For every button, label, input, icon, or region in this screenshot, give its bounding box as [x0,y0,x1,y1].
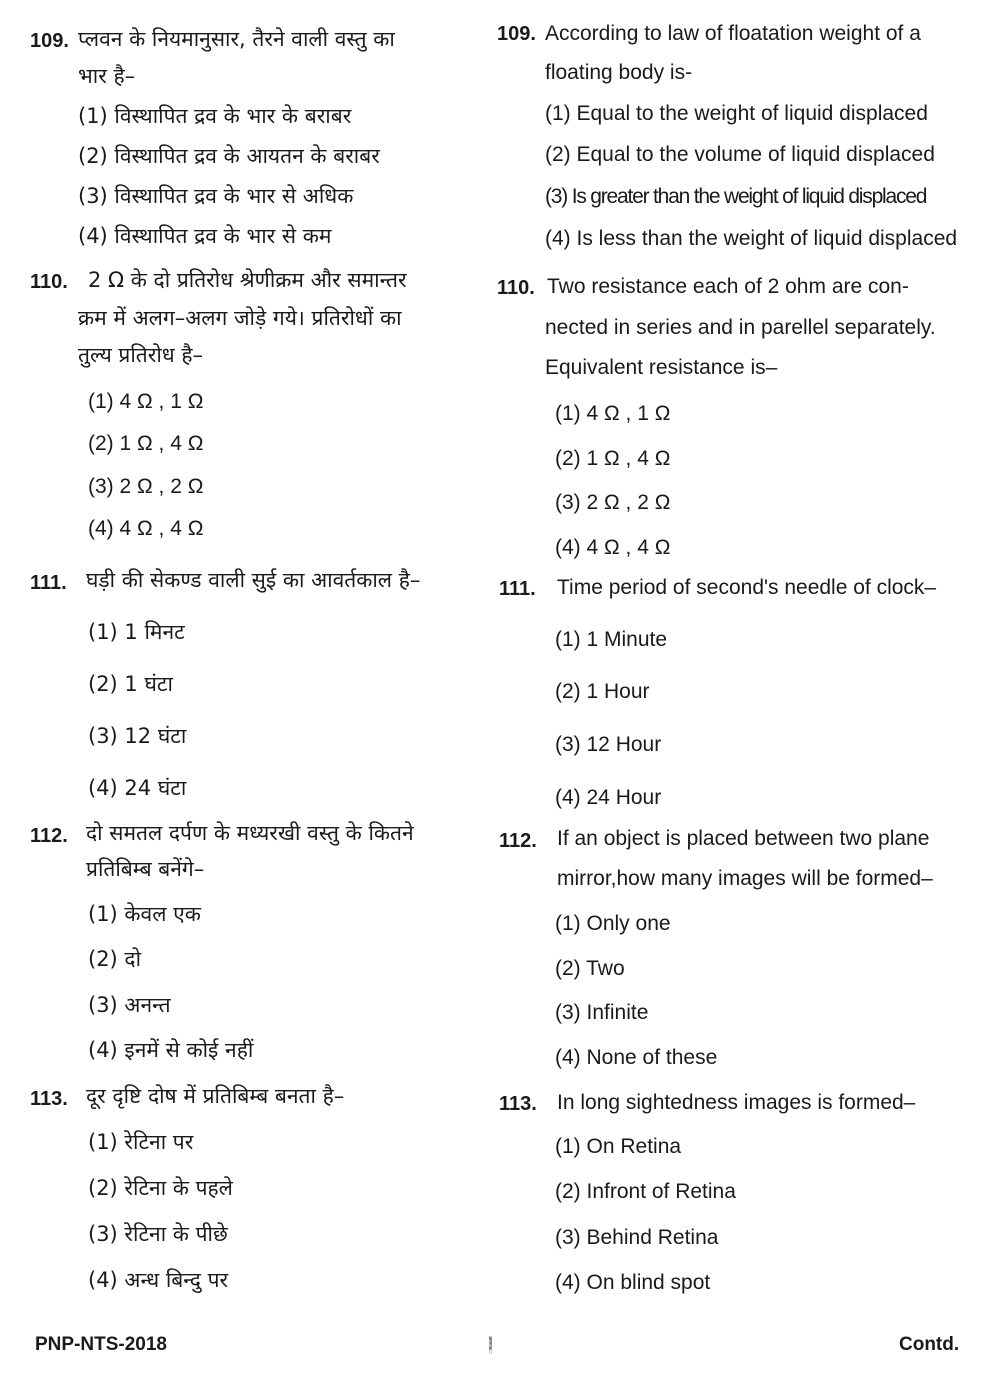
option-en: (4) None of these [555,1046,718,1069]
question-text-en: In long sightedness images is formed– [557,1091,916,1114]
question-number-hi: 109. [30,30,69,52]
option-en: (3) 12 Hour [555,733,662,756]
option-hi: (4) इनमें से कोई नहीं [88,1038,254,1062]
option-hi: (4) 4 Ω , 4 Ω [88,517,204,540]
question-number-hi: 113. [30,1088,68,1110]
option-hi: (2) रेटिना के पहले [88,1176,233,1200]
option-en: (3) Behind Retina [555,1226,719,1249]
option-hi: (2) दो [88,947,142,971]
question-number-en: 113. [499,1093,537,1115]
option-hi: (3) रेटिना के पीछे [88,1222,228,1246]
question-text-hi: घड़ी की सेकण्ड वाली सुई का आवर्तकाल है– [86,568,421,592]
option-hi: (4) अन्ध बिन्दु पर [88,1268,229,1292]
option-en: (1) Equal to the weight of liquid displaced [545,102,928,125]
question-text-hi: दूर दृष्टि दोष में प्रतिबिम्ब बनता है– [86,1084,345,1108]
option-hi: (4) 24 घंटा [88,776,187,800]
question-number-en: 111. [499,578,536,600]
question-number-hi: 110. [30,271,68,293]
question-text-hi: तुल्य प्रतिरोध है– [78,343,204,367]
question-number-en: 110. [497,277,535,299]
question-text-en: Two resistance each of 2 ohm are con- [547,275,909,298]
question-text-en: mirror,how many images will be formed– [557,867,933,890]
option-hi: (3) 12 घंटा [88,724,187,748]
page-number: (39) [489,1334,492,1355]
option-hi: (2) 1 Ω , 4 Ω [88,432,204,455]
question-number-en: 109. [497,23,536,45]
option-en: (3) Is greater than the weight of liquid displaced [545,185,927,208]
question-text-hi: भार है– [78,64,136,88]
option-en: (3) 2 Ω , 2 Ω [555,491,671,514]
option-en: (2) 1 Ω , 4 Ω [555,447,671,470]
question-text-hi: 2 Ω के दो प्रतिरोध श्रेणीक्रम और समान्तर [88,268,407,292]
option-hi: (3) अनन्त [88,993,171,1017]
option-en: (2) 1 Hour [555,680,650,703]
option-en: (2) Infront of Retina [555,1180,736,1203]
option-en: (4) 24 Hour [555,786,662,809]
question-text-hi: क्रम में अलग–अलग जोड़े गये। प्रतिरोधों का [78,306,402,330]
option-en: (3) Infinite [555,1001,649,1024]
question-text-en: Time period of second's needle of clock– [557,576,937,599]
option-en: (4) On blind spot [555,1271,711,1294]
question-text-hi: प्लवन के नियमानुसार, तैरने वाली वस्तु का [78,27,395,51]
option-hi: (3) 2 Ω , 2 Ω [88,475,204,498]
question-text-hi: दो समतल दर्पण के मध्यरखी वस्तु के कितने [86,821,414,845]
question-number-hi: 111. [30,572,67,594]
question-text-en: nected in series and in parellel separately. [545,316,936,339]
continued-label: Contd. [899,1334,960,1355]
question-number-hi: 112. [30,825,68,847]
option-hi: (3) विस्थापित द्रव के भार से अधिक [78,184,354,208]
option-hi: (1) रेटिना पर [88,1130,194,1154]
question-text-en: Equivalent resistance is– [545,356,778,379]
question-text-en: According to law of floatation weight of a [545,22,921,45]
option-hi: (4) विस्थापित द्रव के भार से कम [78,224,332,248]
option-en: (1) On Retina [555,1135,682,1158]
exam-code: PNP-NTS-2018 [35,1334,167,1355]
option-en: (4) Is less than the weight of liquid displaced [545,227,958,250]
option-hi: (1) 1 मिनट [88,620,185,644]
question-number-en: 112. [499,830,537,852]
option-en: (2) Two [555,957,625,980]
option-hi: (1) 4 Ω , 1 Ω [88,390,204,413]
option-en: (2) Equal to the volume of liquid displaced [545,143,935,166]
option-hi: (1) केवल एक [88,902,201,926]
option-hi: (2) 1 घंटा [88,672,173,696]
option-en: (1) Only one [555,912,671,935]
question-text-hi: प्रतिबिम्ब बनेंगे– [86,857,205,881]
option-en: (4) 4 Ω , 4 Ω [555,536,671,559]
question-text-en: floating body is- [545,61,693,84]
option-en: (1) 1 Minute [555,628,668,651]
option-hi: (2) विस्थापित द्रव के आयतन के बराबर [78,144,380,168]
question-text-en: If an object is placed between two plane [557,827,930,850]
option-hi: (1) विस्थापित द्रव के भार के बराबर [78,104,352,128]
option-en: (1) 4 Ω , 1 Ω [555,402,671,425]
